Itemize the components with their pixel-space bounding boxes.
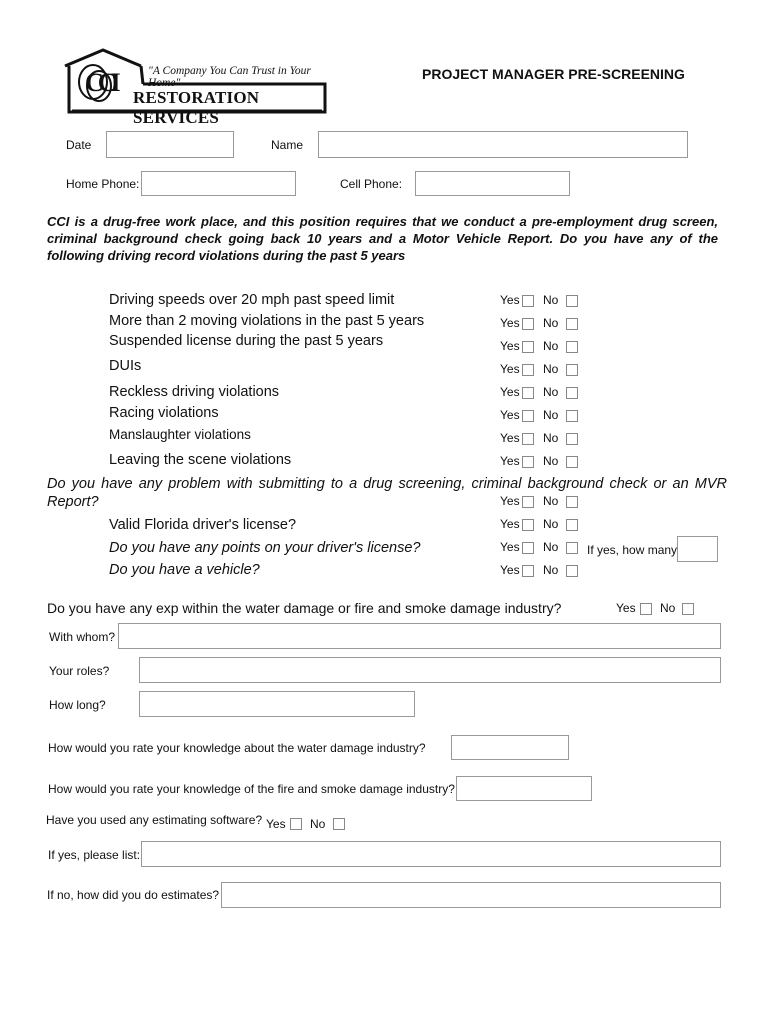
fire-rating-label: How would you rate your knowledge of the fire and smoke damage industry? xyxy=(48,782,455,796)
points-question: Do you have any points on your driver's license? xyxy=(109,540,421,556)
no-label: No xyxy=(310,817,326,831)
no-label: No xyxy=(543,362,559,376)
estimates-method-label: If no, how did you do estimates? xyxy=(47,888,220,902)
violation-question: Leaving the scene violations xyxy=(109,452,292,468)
yes-checkbox[interactable] xyxy=(290,818,302,830)
yes-label: Yes xyxy=(500,385,520,399)
violation-question: Manslaughter violations xyxy=(109,427,251,442)
with-whom-field[interactable] xyxy=(118,623,721,649)
no-label: No xyxy=(543,316,559,330)
no-checkbox[interactable] xyxy=(566,387,578,399)
no-label: No xyxy=(660,601,676,615)
date-label: Date xyxy=(66,138,92,152)
no-label: No xyxy=(543,293,559,307)
roles-field[interactable] xyxy=(139,657,721,683)
yes-label: Yes xyxy=(500,431,520,445)
name-label: Name xyxy=(271,138,304,152)
no-label: No xyxy=(543,408,559,422)
software-list-field[interactable] xyxy=(141,841,721,867)
name-field[interactable] xyxy=(318,131,688,158)
yes-label: Yes xyxy=(500,339,520,353)
yes-checkbox[interactable] xyxy=(522,496,534,508)
water-rating-label: How would you rate your knowledge about the water damage industry? xyxy=(48,741,426,755)
no-label: No xyxy=(543,454,559,468)
yes-label: Yes xyxy=(500,316,520,330)
violation-question: DUIs xyxy=(109,358,142,374)
logo-mark: CCI xyxy=(85,68,115,97)
no-checkbox[interactable] xyxy=(566,410,578,422)
no-label: No xyxy=(543,339,559,353)
no-label: No xyxy=(543,517,559,531)
yes-checkbox[interactable] xyxy=(522,364,534,376)
yes-checkbox[interactable] xyxy=(522,519,534,531)
no-checkbox[interactable] xyxy=(566,433,578,445)
no-checkbox[interactable] xyxy=(566,565,578,577)
no-checkbox[interactable] xyxy=(566,295,578,307)
yes-checkbox[interactable] xyxy=(522,565,534,577)
home-phone-field[interactable] xyxy=(141,171,296,196)
violation-question: More than 2 moving violations in the past 5 years xyxy=(109,313,425,329)
software-list-label: If yes, please list: xyxy=(48,848,141,862)
yes-label: Yes xyxy=(500,454,520,468)
yes-checkbox[interactable] xyxy=(522,410,534,422)
violation-question: Driving speeds over 20 mph past speed limit xyxy=(109,292,395,308)
software-question: Have you used any estimating software? xyxy=(46,813,263,827)
violation-question: Reckless driving violations xyxy=(109,384,280,400)
yes-checkbox[interactable] xyxy=(522,542,534,554)
cell-phone-field[interactable] xyxy=(415,171,570,196)
no-checkbox[interactable] xyxy=(566,496,578,508)
cell-phone-label: Cell Phone: xyxy=(340,177,403,191)
no-checkbox[interactable] xyxy=(566,542,578,554)
logo-tagline: "A Company You Can Trust in Your Home" xyxy=(148,65,311,89)
yes-checkbox[interactable] xyxy=(522,387,534,399)
water-rating-field[interactable] xyxy=(451,735,569,760)
yes-label: Yes xyxy=(500,517,520,531)
license-question: Valid Florida driver's license? xyxy=(109,517,297,533)
roles-label: Your roles? xyxy=(49,664,110,678)
yes-checkbox[interactable] xyxy=(522,456,534,468)
vehicle-question: Do you have a vehicle? xyxy=(109,562,260,578)
points-count-field[interactable] xyxy=(677,536,718,562)
logo-company-name: RESTORATION SERVICES xyxy=(133,88,260,127)
yes-label: Yes xyxy=(266,817,286,831)
date-field[interactable] xyxy=(106,131,234,158)
yes-checkbox[interactable] xyxy=(522,341,534,353)
yes-checkbox[interactable] xyxy=(640,603,652,615)
points-followup-label: If yes, how many xyxy=(587,543,678,557)
no-label: No xyxy=(543,563,559,577)
yes-label: Yes xyxy=(500,293,520,307)
yes-label: Yes xyxy=(500,540,520,554)
no-checkbox[interactable] xyxy=(566,456,578,468)
estimates-method-field[interactable] xyxy=(221,882,721,908)
fire-rating-field[interactable] xyxy=(456,776,592,801)
experience-question: Do you have any exp within the water damage or fire and smoke damage industry? xyxy=(47,600,562,616)
no-label: No xyxy=(543,431,559,445)
page-title: PROJECT MANAGER PRE-SCREENING xyxy=(422,66,685,82)
violation-question: Suspended license during the past 5 years xyxy=(109,333,384,349)
no-label: No xyxy=(543,385,559,399)
yes-label: Yes xyxy=(500,494,520,508)
yes-label: Yes xyxy=(616,601,636,615)
no-checkbox[interactable] xyxy=(566,318,578,330)
yes-label: Yes xyxy=(500,563,520,577)
no-checkbox[interactable] xyxy=(682,603,694,615)
no-label: No xyxy=(543,494,559,508)
screening-problem-question: Do you have any problem with submitting to a drug screening, criminal background check or an MVR Report? xyxy=(47,476,727,510)
with-whom-label: With whom? xyxy=(49,630,116,644)
how-long-field[interactable] xyxy=(139,691,415,717)
yes-checkbox[interactable] xyxy=(522,295,534,307)
how-long-label: How long? xyxy=(49,698,106,712)
home-phone-label: Home Phone: xyxy=(66,177,140,191)
violation-question: Racing violations xyxy=(109,405,219,421)
yes-label: Yes xyxy=(500,362,520,376)
yes-label: Yes xyxy=(500,408,520,422)
yes-checkbox[interactable] xyxy=(522,433,534,445)
no-label: No xyxy=(543,540,559,554)
no-checkbox[interactable] xyxy=(566,519,578,531)
no-checkbox[interactable] xyxy=(566,364,578,376)
no-checkbox[interactable] xyxy=(566,341,578,353)
company-logo xyxy=(63,48,328,127)
yes-checkbox[interactable] xyxy=(522,318,534,330)
drug-free-statement: CCI is a drug-free work place, and this position requires that we conduct a pre-employment drug screen, criminal background check going back 10 years and a Motor Vehicle Report. Do you have any of the following driving record violations during the past 5 years xyxy=(47,214,718,263)
no-checkbox[interactable] xyxy=(333,818,345,830)
